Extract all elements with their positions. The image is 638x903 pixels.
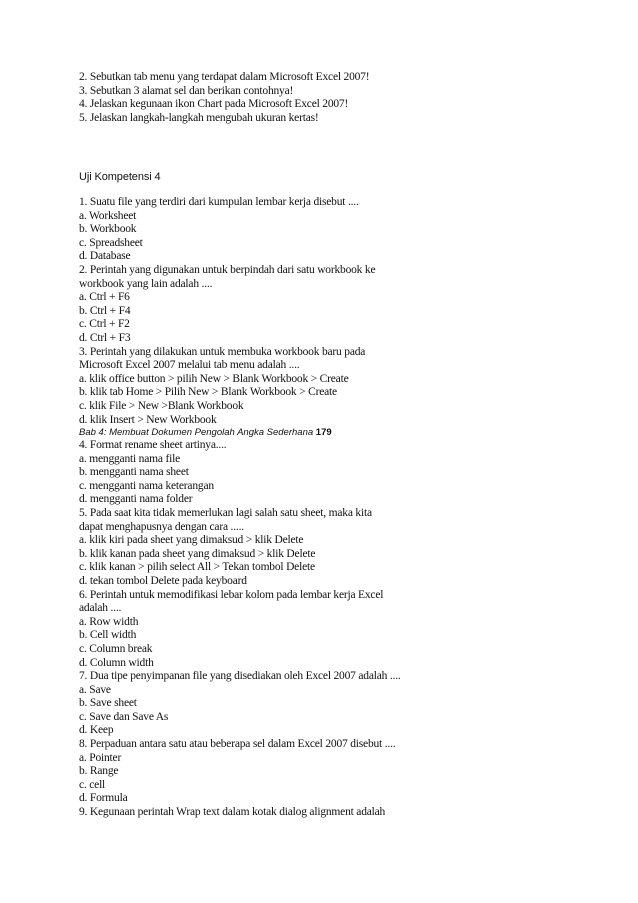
question-line: c. mengganti nama keterangan bbox=[79, 479, 214, 492]
essay-question-5: 5. Jelaskan langkah-langkah mengubah ukuran kertas! bbox=[79, 111, 319, 124]
question-line: 9. Kegunaan perintah Wrap text dalam kotak dialog alignment adalah bbox=[79, 806, 386, 819]
question-line: d. Ctrl + F3 bbox=[79, 331, 131, 344]
essay-question-4: 4. Jelaskan kegunaan ikon Chart pada Microsoft Excel 2007! bbox=[79, 98, 349, 111]
question-line: workbook yang lain adalah .... bbox=[79, 277, 213, 290]
question-line: 8. Perpaduan antara satu atau beberapa sel dalam Excel 2007 disebut .... bbox=[79, 738, 396, 751]
question-line: c. klik kanan > pilih select All > Tekan tombol Delete bbox=[79, 561, 315, 574]
question-line: d. mengganti nama folder bbox=[79, 493, 193, 506]
essay-question-3: 3. Sebutkan 3 alamat sel dan berikan contohnya! bbox=[79, 84, 294, 97]
question-line: d. Keep bbox=[79, 724, 114, 737]
question-line: 4. Format rename sheet artinya.... bbox=[79, 439, 227, 451]
essay-questions bbox=[79, 71, 618, 125]
question-line: 3. Perintah yang dilakukan untuk membuka workbook baru pada bbox=[79, 345, 366, 358]
question-line: d. Database bbox=[79, 250, 131, 263]
question-line: Microsoft Excel 2007 melalui tab menu adalah .... bbox=[79, 359, 300, 372]
question-line: a. Pointer bbox=[79, 751, 122, 764]
question-line: 5. Pada saat kita tidak memerlukan lagi salah satu sheet, maka kita bbox=[79, 506, 372, 519]
question-line: a. Save bbox=[79, 683, 111, 696]
question-line: a. Ctrl + F6 bbox=[79, 291, 130, 304]
question-line: 2. Perintah yang digunakan untuk berpindah dari satu workbook ke bbox=[79, 263, 376, 276]
question-line: b. mengganti nama sheet bbox=[79, 466, 189, 479]
questions-part-1 bbox=[79, 196, 618, 427]
question-line: c. Ctrl + F2 bbox=[79, 318, 130, 331]
question-line: b. klik tab Home > Pilih New > Blank Workbook > Create bbox=[79, 386, 337, 399]
chapter-title: Bab 4: Membuat Dokumen Pengolah Angka Sederhana bbox=[79, 427, 314, 438]
question-line: a. klik kiri pada sheet yang dimaksud > klik Delete bbox=[79, 534, 304, 547]
question-line: c. Spreadsheet bbox=[79, 236, 143, 249]
section-title: Uji Kompetensi 4 bbox=[79, 171, 161, 183]
question-line: 1. Suatu file yang terdiri dari kumpulan lembar kerja disebut .... bbox=[79, 196, 359, 208]
question-line: a. mengganti nama file bbox=[79, 452, 180, 465]
question-line: adalah .... bbox=[79, 602, 122, 615]
question-line: c. Save dan Save As bbox=[79, 710, 169, 723]
question-line: a. Row width bbox=[79, 615, 139, 628]
question-line: a. klik office button > pilih New > Blank Workbook > Create bbox=[79, 372, 349, 385]
question-line: b. Ctrl + F4 bbox=[79, 304, 131, 317]
question-line: d. tekan tombol Delete pada keyboard bbox=[79, 574, 247, 587]
question-line: c. cell bbox=[79, 778, 106, 791]
question-line: b. klik kanan pada sheet yang dimaksud > klik Delete bbox=[79, 547, 316, 560]
question-line: dapat menghapusnya dengan cara ..... bbox=[79, 520, 244, 533]
questions-part-2 bbox=[79, 439, 618, 820]
question-line: d. Column width bbox=[79, 656, 154, 669]
question-line: c. Column break bbox=[79, 642, 153, 655]
question-line: 7. Dua tipe penyimpanan file yang disediakan oleh Excel 2007 adalah .... bbox=[79, 670, 401, 683]
page-footer bbox=[79, 427, 332, 439]
essay-question-2: 2. Sebutkan tab menu yang terdapat dalam Microsoft Excel 2007! bbox=[79, 71, 370, 83]
question-line: 6. Perintah untuk memodifikasi lebar kolom pada lembar kerja Excel bbox=[79, 588, 384, 601]
page-number: 179 bbox=[315, 427, 332, 438]
question-line: b. Workbook bbox=[79, 223, 137, 236]
question-line: d. klik Insert > New Workbook bbox=[79, 413, 217, 426]
question-line: b. Save sheet bbox=[79, 697, 137, 710]
question-line: b. Cell width bbox=[79, 629, 137, 642]
question-line: b. Range bbox=[79, 765, 119, 778]
question-line: c. klik File > New >Blank Workbook bbox=[79, 399, 244, 412]
question-line: d. Formula bbox=[79, 792, 128, 805]
question-line: a. Worksheet bbox=[79, 209, 137, 222]
